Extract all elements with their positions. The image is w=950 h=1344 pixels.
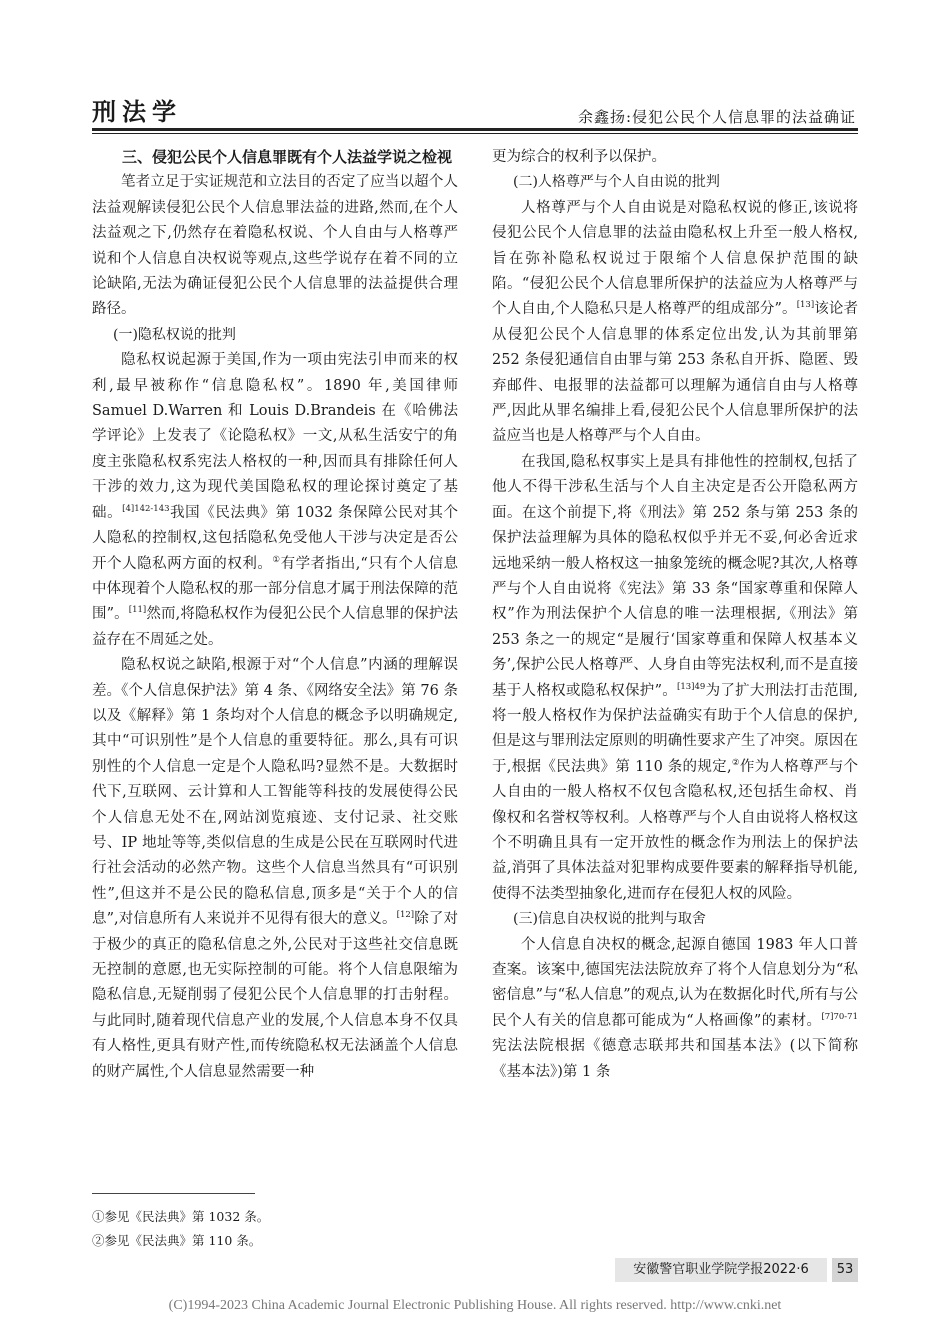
text-run: 为了扩大刑法打击范围,将一般人格权作为保护法益确实有助于个人信息的保护,但是这与罪刑法定原则的明确性要求产生了冲突。原因在于,根据《民法典》第 110 条的规定, bbox=[492, 682, 858, 775]
header-rule bbox=[92, 128, 858, 131]
citation-12: [12] bbox=[396, 910, 415, 921]
text-run: 我国《民法典》第 1032 条保障公民对其个人隐私的控制权,这包括隐私免受他人干涉与决定是否公开个人隐私两方面的权利。 bbox=[92, 504, 458, 572]
paragraph-privacy-origin bbox=[92, 348, 458, 653]
section-heading: 三、侵犯公民个人信息罪既有个人法益学说之检视 bbox=[122, 148, 453, 166]
text-run: 作为人格尊严与个人自由的一般人格权不仅包含隐私权,还包括生命权、肖像权和名誉权等权利。人格尊严与个人自由说将人格权这个不明确且具有一定开放性的概念作为刑法上的保护法益,消弭了具体法益对犯罪构成要件要素的解释指导机能,使得不法类型抽象化,进而存在侵犯人权的风险。 bbox=[492, 758, 858, 902]
right-column bbox=[492, 145, 858, 1085]
subheading-self-determination: (三)信息自决权说的批判与取舍 bbox=[513, 911, 706, 928]
footer-journal-name: 安徽警官职业学院学报2022·6 bbox=[615, 1258, 827, 1282]
text-run: 除了对于极少的真正的隐私信息之外,公民对于这些社交信息既无控制的意愿,也无实际控制的可能。将个人信息限缩为隐私信息,无疑削弱了侵犯公民个人信息罪的打击射程。与此同时,随着现代信息产业的发展,个人信息本身不仅具有人格性,更具有财产性,而传统隐私权无法涵盖个人信息的财产属性,个人信息显然需要一种 bbox=[92, 911, 459, 1080]
footnote-marker-2: ② bbox=[731, 757, 740, 768]
text-run: 隐私权说之缺陷,根源于对“个人信息”内涵的理解误差。《个人信息保护法》第 4 条、《网络安全法》第 76 条以及《解释》第 1 条均对个人信息的概念予以明确规定,其中“可识别性”是个人信息的重要特征。那么,具有可识别性的个人信息一定是个人隐私吗?显然不是。大数据时代下,互联网、云计算和人工智能等科技的发展使得公民个人信息无处不在,网站浏览痕迹、支付记录、社交账号、IP 地址等等,类似信息的生成是公民在互联网时代进行社会活动的必然产物。这些个人信息当然具有“可识别性”,但这并不是公民的隐私信息,顶多是“关于个人的信息”,对信息所有人来说并不见得有很大的意义。 bbox=[92, 657, 458, 928]
text-run: 在我国,隐私权事实上是具有排他性的控制权,包括了他人不得干涉私生活与个人自主决定是否公开隐私两方面。在这个前提下,将《刑法》第 252 条与第 253 条的保护法益理解为具体的隐私权似乎并无不妥,何必舍近求远地采纳一般人格权这一抽象笼统的概念呢?其次,人格尊严与个人自由说将《宪法》第 33 条“国家尊重和保障人权”作为刑法保护个人信息的唯一法理根据,《刑法》第 253 条之一的规定“是履行‘国家尊重和保障人权基本义务’,保护公民人格尊严、人身自由等宪法权利,而不是直接基于人格权或隐私权保护”。 bbox=[492, 453, 858, 699]
citation-7: [7]70-71 bbox=[821, 1011, 858, 1022]
paragraph-privacy-defect bbox=[92, 653, 458, 1085]
citation-11: [11] bbox=[128, 605, 147, 616]
footnote-marker-1: ① bbox=[272, 554, 281, 565]
header-rule-thin bbox=[92, 133, 858, 134]
footnotes bbox=[92, 1205, 269, 1253]
footnote-1: ①参见《民法典》第 1032 条。 bbox=[92, 1209, 270, 1224]
text-run: 有学者指出,“只有个人信息中体现着个人隐私权的那一部分信息才属于刑法保障的范围”。 bbox=[92, 555, 458, 623]
running-title: 余鑫扬:侵犯公民个人信息罪的法益确证 bbox=[577, 108, 856, 126]
text-run: 该论者从侵犯公民个人信息罪的体系定位出发,认为其前罪第 252 条侵犯通信自由罪与第 253 条私自开拆、隐匿、毁弃邮件、电报罪的法益都可以理解为通信自由与人格尊严,因此从罪名编排上看,侵犯公民个人信息罪所保护的法益应当也是人格尊严与个人自由。 bbox=[492, 301, 859, 445]
text-run: 宪法法院根据《德意志联邦共和国基本法》(以下简称《基本法》)第 1 条 bbox=[492, 1038, 858, 1080]
paragraph-self-determination bbox=[492, 933, 858, 1085]
citation-4: [4]142-143 bbox=[122, 503, 170, 514]
text-run: 然而,将隐私权作为侵犯公民个人信息罪的保护法益存在不周延之处。 bbox=[92, 606, 458, 648]
paragraph-intro: 笔者立足于实证规范和立法目的否定了应当以超个人法益观解读侵犯公民个人信息罪法益的进路,然而,在个人法益观之下,仍然存在着隐私权说、个人自由与人格尊严说和个人信息自决权说等观点,这些学说存在着不同的立论缺陷,无法为确证侵犯公民个人信息罪的法益提供合理路径。 bbox=[92, 174, 458, 318]
left-column bbox=[92, 145, 458, 1085]
citation-13: [13] bbox=[796, 300, 815, 311]
text-run: 个人信息自决权的概念,起源自德国 1983 年人口普查案。该案中,德国宪法法院放弃了将个人信息划分为“私密信息”与“私人信息”的观点,认为在数据化时代,所有与公民个人有关的信息都可能成为“人格画像”的素材。 bbox=[492, 936, 858, 1029]
paragraph-continued: 更为综合的权利予以保护。 bbox=[492, 149, 666, 165]
footnote-rule bbox=[92, 1193, 255, 1194]
text-run: 隐私权说起源于美国,作为一项由宪法引申而来的权利,最早被称作“信息隐私权”。1890 年,美国律师 Samuel D.Warren 和 Louis D.Brandeis 在《哈佛法学评论》上发表了《论隐私权》一文,从私生活安宁的角度主张隐私权系宪法人格权的一种,因而具有排除任何人干涉的效力,这为现代美国隐私权的理论探讨奠定了基础。 bbox=[92, 352, 458, 521]
journal-section-label: 刑法学 bbox=[92, 98, 182, 126]
paragraph-dignity-critique bbox=[492, 450, 858, 907]
page-number: 53 bbox=[832, 1258, 858, 1282]
copyright-notice: (C)1994-2023 China Academic Journal Electronic Publishing House. All rights reserved. http://www.cnki.net bbox=[168, 1298, 782, 1313]
paragraph-dignity-theory bbox=[492, 196, 858, 450]
text-run: 人格尊严与个人自由说是对隐私权说的修正,该说将侵犯公民个人信息罪的法益由隐私权上升至一般人格权,旨在弥补隐私权说过于限缩个人信息保护范围的缺陷。“侵犯公民个人信息罪所保护的法益应为人格尊严与个人自由,个人隐私只是人格尊严的组成部分”。 bbox=[492, 199, 858, 318]
footnote-2: ②参见《民法典》第 110 条。 bbox=[92, 1233, 262, 1248]
subheading-privacy: (一)隐私权说的批判 bbox=[113, 326, 236, 343]
subheading-dignity: (二)人格尊严与个人自由说的批判 bbox=[513, 174, 720, 191]
citation-13-49: [13]49 bbox=[677, 681, 706, 692]
